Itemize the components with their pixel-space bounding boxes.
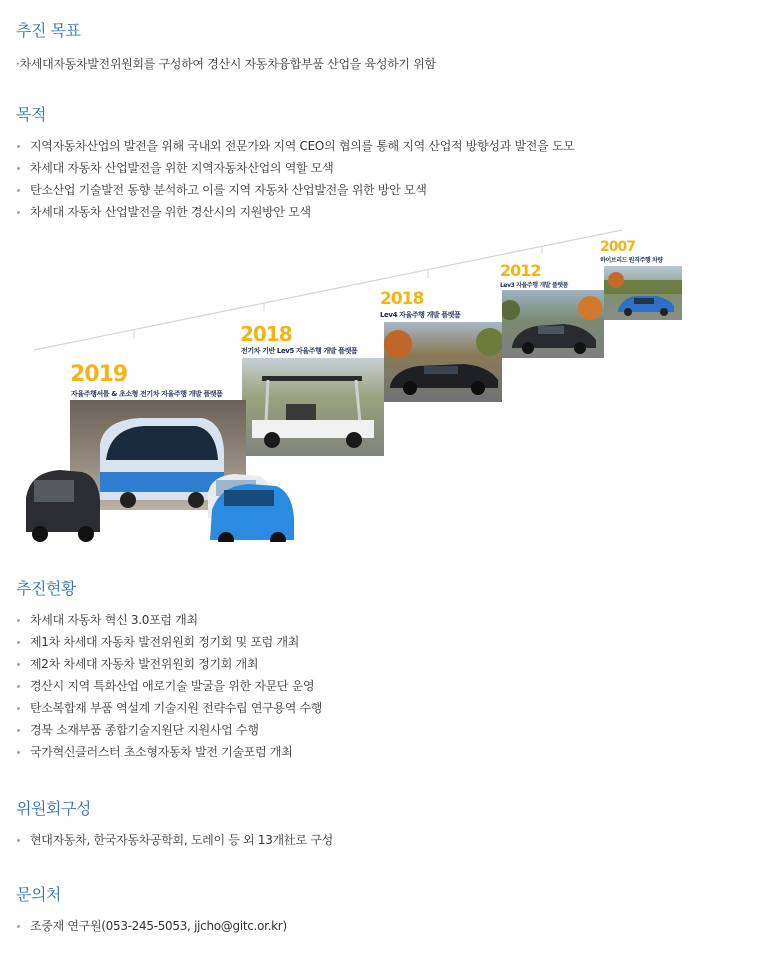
status-title: 추진현황 xyxy=(16,579,76,598)
list-item: 탄소산업 기술발전 동향 분석하고 이를 지역 자동차 산업발전을 위한 방안 모색 xyxy=(16,179,741,201)
list-item: 현대자동차, 한국자동차공학회, 도레이 등 외 13개社로 구성 xyxy=(16,829,741,851)
list-item: 차세대 자동차 산업발전을 위한 지역자동차산업의 역할 모색 xyxy=(16,157,741,179)
list-item: 제1차 차세대 자동차 발전위원회 정기회 및 포럼 개최 xyxy=(16,631,741,653)
milestone-caption: 자율주행셔틀 & 초소형 전기차 자율주행 개발 플랫폼 xyxy=(71,390,223,398)
list-item: 국가혁신클러스터 초소형자동차 발전 기술포럼 개최 xyxy=(16,741,741,763)
bullet-icon xyxy=(17,189,20,192)
milestone-caption: 하이브리드 원격주행 차량 xyxy=(600,257,663,264)
goal-title: 추진 목표 xyxy=(16,21,81,40)
bullet-icon xyxy=(17,641,20,644)
goal-text: ·차세대자동차발전위원회를 구성하여 경산시 자동차융합부품 산업을 육성하기 위함 xyxy=(16,57,436,71)
bullet-icon xyxy=(17,619,20,622)
car-illustration xyxy=(384,322,502,402)
milestone-year: 2018 xyxy=(380,289,424,309)
milestone-caption: 전기차 기반 Lev5 자율주행 개발 플랫폼 xyxy=(241,347,358,355)
car-illustration xyxy=(604,266,682,320)
committee-title: 위원회구성 xyxy=(16,799,91,818)
micro-ev-illustration xyxy=(20,452,310,542)
bullet-icon xyxy=(17,751,20,754)
milestone-year: 2007 xyxy=(600,239,635,255)
list-item: 경북 소재부품 종합기술지원단 지원사업 수행 xyxy=(16,719,741,741)
committee-section xyxy=(16,796,741,851)
purpose-title: 목적 xyxy=(16,105,46,124)
list-item: 차세대 자동차 산업발전을 위한 경산시의 지원방안 모색 xyxy=(16,201,741,223)
status-section xyxy=(16,576,741,763)
bullet-icon xyxy=(17,925,20,928)
list-item: 탄소복합재 부품 역설계 기술지원 전략수립 연구용역 수행 xyxy=(16,697,741,719)
autonomous-vehicle-timeline xyxy=(16,226,696,546)
list-item: 제2차 차세대 자동차 발전위원회 정기회 개최 xyxy=(16,653,741,675)
purpose-section xyxy=(16,102,741,223)
lev4-car-photo xyxy=(384,322,502,402)
bullet-icon xyxy=(17,707,20,710)
car-illustration xyxy=(242,358,384,456)
contact-title: 문의처 xyxy=(16,885,61,904)
status-list xyxy=(16,609,741,763)
bullet-icon xyxy=(17,167,20,170)
bullet-icon xyxy=(17,145,20,148)
list-item: 지역자동차산업의 발전을 위해 국내외 전문가와 지역 CEO의 협의를 통해 지역 산업적 방향성과 발전을 도모 xyxy=(16,135,741,157)
milestone-caption: Lev4 자율주행 개발 플랫폼 xyxy=(380,311,461,319)
list-item xyxy=(16,915,741,937)
bullet-icon xyxy=(17,685,20,688)
committee-list xyxy=(16,829,741,851)
contact-info: 조중재 연구원(053-245-5053, jjcho@gitc.or.kr) xyxy=(30,919,287,933)
milestone-caption: Lev3 자율주행 개발 플랫폼 xyxy=(500,282,569,289)
milestone-year: 2012 xyxy=(500,261,541,280)
contact-section xyxy=(16,882,741,937)
bullet-icon xyxy=(17,839,20,842)
bullet-icon xyxy=(17,663,20,666)
contact-list xyxy=(16,915,741,937)
list-item: 경산시 지역 특화산업 애로기술 발굴을 위한 자문단 운영 xyxy=(16,675,741,697)
purpose-list xyxy=(16,135,741,223)
car-illustration xyxy=(502,290,604,358)
bullet-icon xyxy=(17,211,20,214)
list-item: 차세대 자동차 혁신 3.0포럼 개최 xyxy=(16,609,741,631)
bullet-icon xyxy=(17,729,20,732)
milestone-year: 2018 xyxy=(240,322,292,346)
lev5-ev-photo xyxy=(242,358,384,456)
lev3-car-photo xyxy=(502,290,604,358)
goal-section xyxy=(16,18,741,72)
milestone-year: 2019 xyxy=(70,362,128,387)
hybrid-car-photo xyxy=(604,266,682,320)
